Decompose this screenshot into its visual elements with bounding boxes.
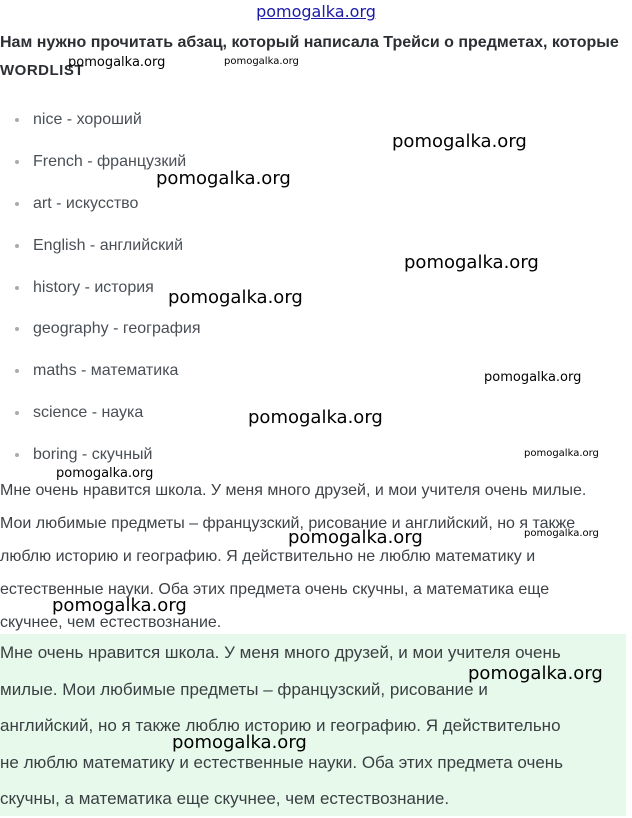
watermark: pomogalka.org (52, 595, 187, 616)
wordlist-entry: French - французкий (33, 152, 187, 170)
list-item (0, 192, 201, 234)
list-item (0, 108, 201, 150)
bullet-icon (15, 453, 19, 457)
list-item (0, 234, 201, 276)
paragraph-line: скучны, а математика еще скучнее, чем естествознание. (0, 789, 450, 808)
watermark: pomogalka.org (172, 732, 307, 753)
bullet-icon (15, 369, 19, 373)
wordlist-title: WORDLIST (0, 62, 84, 79)
bullet-icon (15, 118, 19, 122)
paragraph-line: английский, но я также люблю историю и географию. Я действительно (0, 716, 561, 735)
paragraph-line: не люблю математику и естественные науки. Оба этих предмета очень (0, 752, 564, 772)
bullet-icon (15, 327, 19, 331)
watermark: pomogalka.org (156, 168, 291, 189)
watermark: pomogalka.org (404, 252, 539, 273)
watermark: pomogalka.org (248, 407, 383, 428)
list-item (0, 359, 201, 401)
wordlist-entry: science - наука (33, 404, 144, 422)
wordlist-entry: geography - география (33, 320, 201, 338)
paragraph-line: милые. Мои любимые предметы – французский, рисование и (0, 679, 488, 699)
watermark: pomogalka.org (56, 466, 154, 481)
paragraph-line: Мои любимые предметы – французский, рисование и английский, но я также (0, 515, 576, 532)
watermark: pomogalka.org (288, 527, 423, 548)
bullet-icon (15, 286, 19, 290)
watermark: pomogalka.org (68, 55, 166, 70)
paragraph-line: Мне очень нравится школа. У меня много друзей, и мои учителя очень (0, 643, 561, 662)
paragraph-line: люблю историю и географию. Я действительно не люблю математику и (0, 548, 536, 565)
watermark: pomogalka.org (168, 287, 303, 308)
paragraph-line: Мне очень нравится школа. У меня много друзей, и мои учителя очень милые. (0, 482, 587, 499)
paragraph-line: скучнее, чем естествознание. (0, 614, 222, 631)
bullet-icon (15, 244, 19, 248)
bullet-icon (15, 202, 19, 206)
site-header-link[interactable]: pomogalka.org (256, 2, 376, 21)
page-heading: Нам нужно прочитать абзац, который написала Трейси о предметах, которые (0, 34, 619, 51)
wordlist-entry: maths - математика (33, 362, 179, 380)
list-item (0, 401, 201, 443)
bullet-icon (15, 160, 19, 164)
wordlist-entry: English - английский (33, 236, 183, 254)
watermark: pomogalka.org (392, 131, 527, 152)
watermark: pomogalka.org (224, 56, 299, 67)
watermark: pomogalka.org (484, 370, 582, 385)
wordlist-entry: boring - скучный (33, 446, 153, 464)
list-item (0, 317, 201, 359)
wordlist-entry: nice - хороший (33, 111, 142, 128)
bullet-icon (15, 411, 19, 415)
watermark: pomogalka.org (468, 663, 603, 684)
paragraph-highlighted (0, 634, 626, 816)
watermark: pomogalka.org (524, 448, 599, 459)
wordlist-entry: art - искусство (33, 194, 139, 212)
paragraph-line: естественные науки. Оба этих предмета очень скучны, а математика еще (0, 581, 550, 598)
wordlist-entry: history - история (33, 278, 154, 296)
watermark: pomogalka.org (524, 528, 599, 539)
